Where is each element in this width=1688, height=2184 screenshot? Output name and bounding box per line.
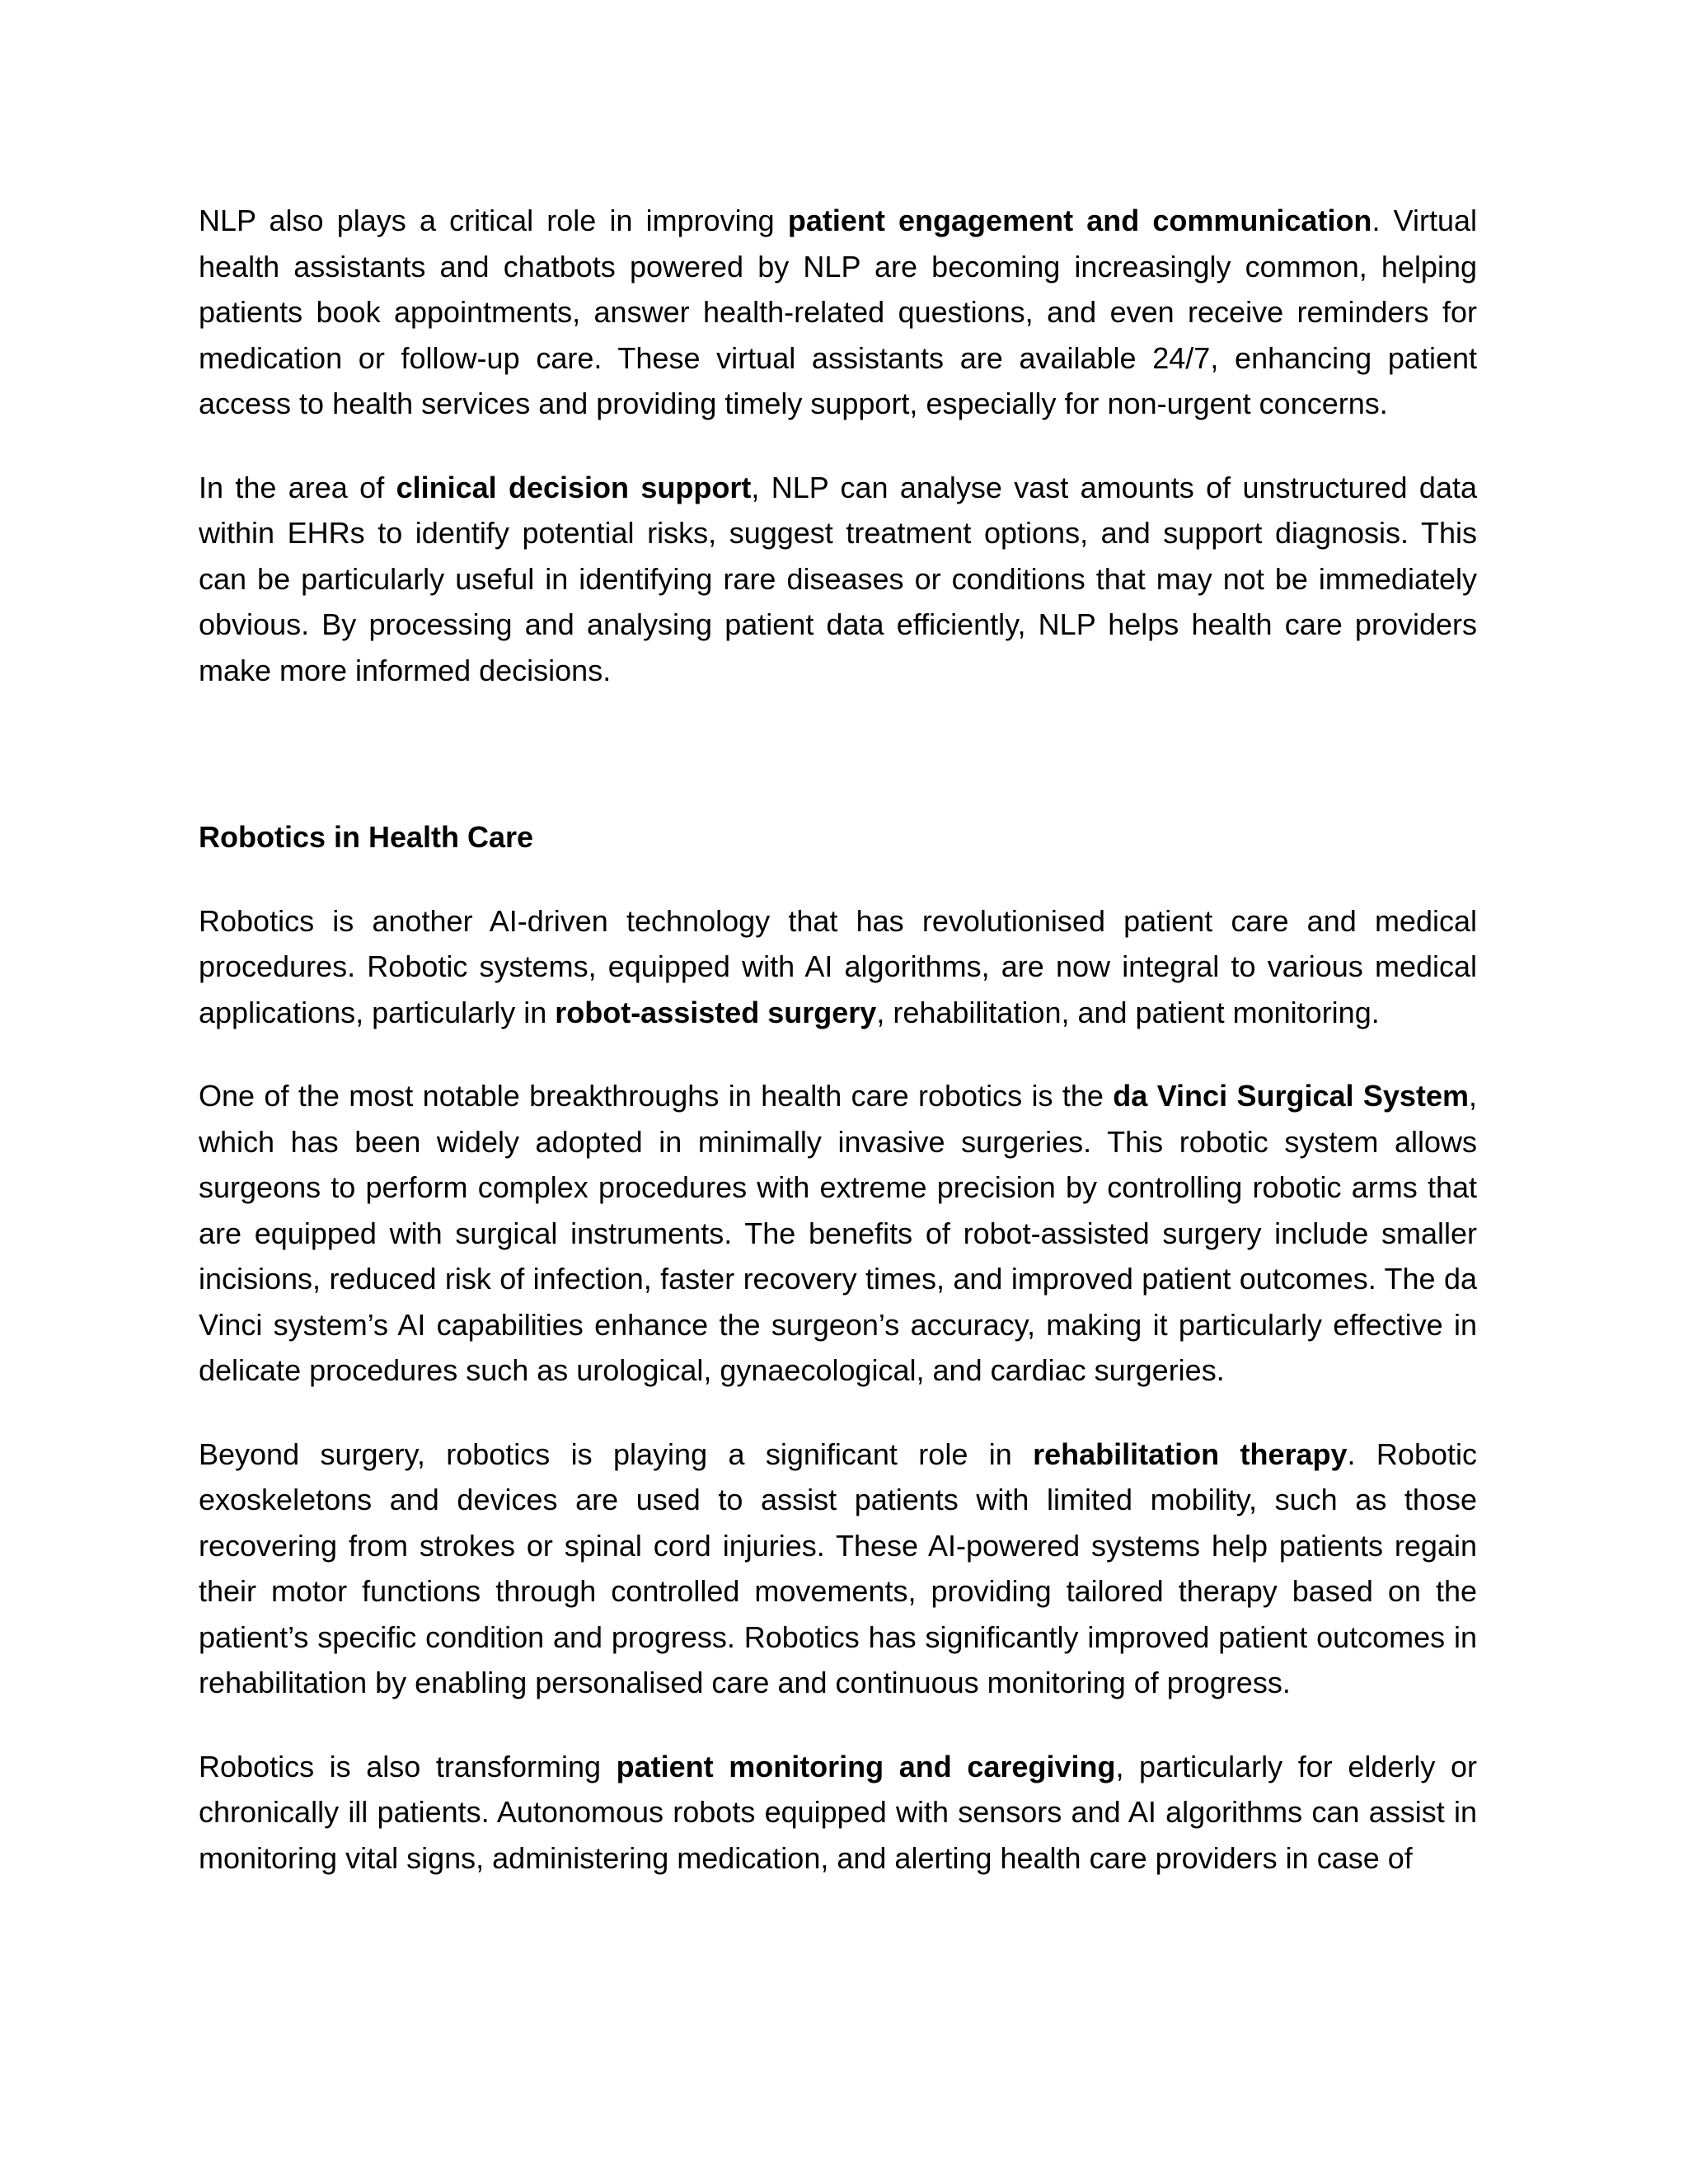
bold-term-patient-engagement: patient engagement and communication xyxy=(787,204,1372,237)
paragraph-text: . Virtual health assistants and chatbots powered by NLP are becoming increasingly common, helping patients book appointments, answer health-related questions, and even receive reminders for medication or follow-up care. These virtual assistants are available 24/7, enhancing patient access to health services and providing timely support, especially for non-urgent concerns. xyxy=(199,204,1477,420)
paragraph-patient-engagement xyxy=(199,198,1477,427)
paragraph-text: One of the most notable breakthroughs in health care robotics is the xyxy=(199,1079,1114,1113)
paragraph-clinical-decision-support xyxy=(199,465,1477,694)
paragraph-da-vinci xyxy=(199,1073,1477,1394)
bold-term-robot-assisted-surgery: robot-assisted surgery xyxy=(555,995,877,1029)
paragraph-text: , particularly for elderly or chronically ill patients. Autonomous robots equipped with sensors and AI algorithms can assist in monitoring vital signs, administering medication, and alerting health care providers in case of xyxy=(199,1749,1478,1875)
paragraph-text: Robotics is also transforming xyxy=(199,1749,617,1783)
section-heading: Robotics in Health Care xyxy=(199,820,534,854)
paragraph-text: , rehabilitation, and patient monitoring. xyxy=(876,995,1380,1029)
paragraph-text: , which has been widely adopted in minimally invasive surgeries. This robotic system allows surgeons to perform complex procedures with extreme precision by controlling robotic arms that are equipped with surgical instruments. The benefits of robot-assisted surgery include smaller incisions, reduced risk of infection, faster recovery times, and improved patient outcomes. The da Vinci system’s AI capabilities enhance the surgeon’s accuracy, making it particularly effective in delicate procedures such as urological, gynaecological, and cardiac surgeries. xyxy=(199,1079,1477,1387)
spacer xyxy=(199,731,1477,814)
paragraph-patient-monitoring xyxy=(199,1744,1477,1882)
paragraph-robotics-intro xyxy=(199,898,1477,1036)
bold-term-clinical-decision-support: clinical decision support xyxy=(396,470,752,504)
paragraph-text: In the area of xyxy=(199,470,396,504)
bold-term-patient-monitoring: patient monitoring and caregiving xyxy=(616,1749,1116,1783)
document-body xyxy=(199,198,1477,1919)
paragraph-rehabilitation xyxy=(199,1432,1477,1706)
paragraph-text: Beyond surgery, robotics is playing a significant role in xyxy=(199,1436,1034,1471)
paragraph-text: . Robotic exoskeletons and devices are used to assist patients with limited mobility, such as those recovering from strokes or spinal cord injuries. These AI-powered systems help patients regain their motor functions through controlled movements, providing tailored therapy based on the patient’s specific condition and progress. Robotics has significantly improved patient outcomes in rehabilitation by enabling personalised care and continuous monitoring of progress. xyxy=(199,1436,1477,1699)
paragraph-text: NLP also plays a critical role in improving xyxy=(199,204,788,237)
paragraph-text: , NLP can analyse vast amounts of unstructured data within EHRs to identify potential risks, suggest treatment options, and support diagnosis. This can be particularly useful in identifying rare diseases or conditions that may not be immediately obvious. By processing and analysing patient data efficiently, NLP helps health care providers make more informed decisions. xyxy=(199,470,1477,687)
bold-term-da-vinci: da Vinci Surgical System xyxy=(1113,1079,1469,1113)
bold-term-rehabilitation-therapy: rehabilitation therapy xyxy=(1033,1436,1348,1471)
paragraph-text: Robotics is another AI-driven technology that has revolutionised patient care and medical procedures. Robotic systems, equipped with AI algorithms, are now integral to various medical applications, particularly in xyxy=(199,903,1477,1029)
